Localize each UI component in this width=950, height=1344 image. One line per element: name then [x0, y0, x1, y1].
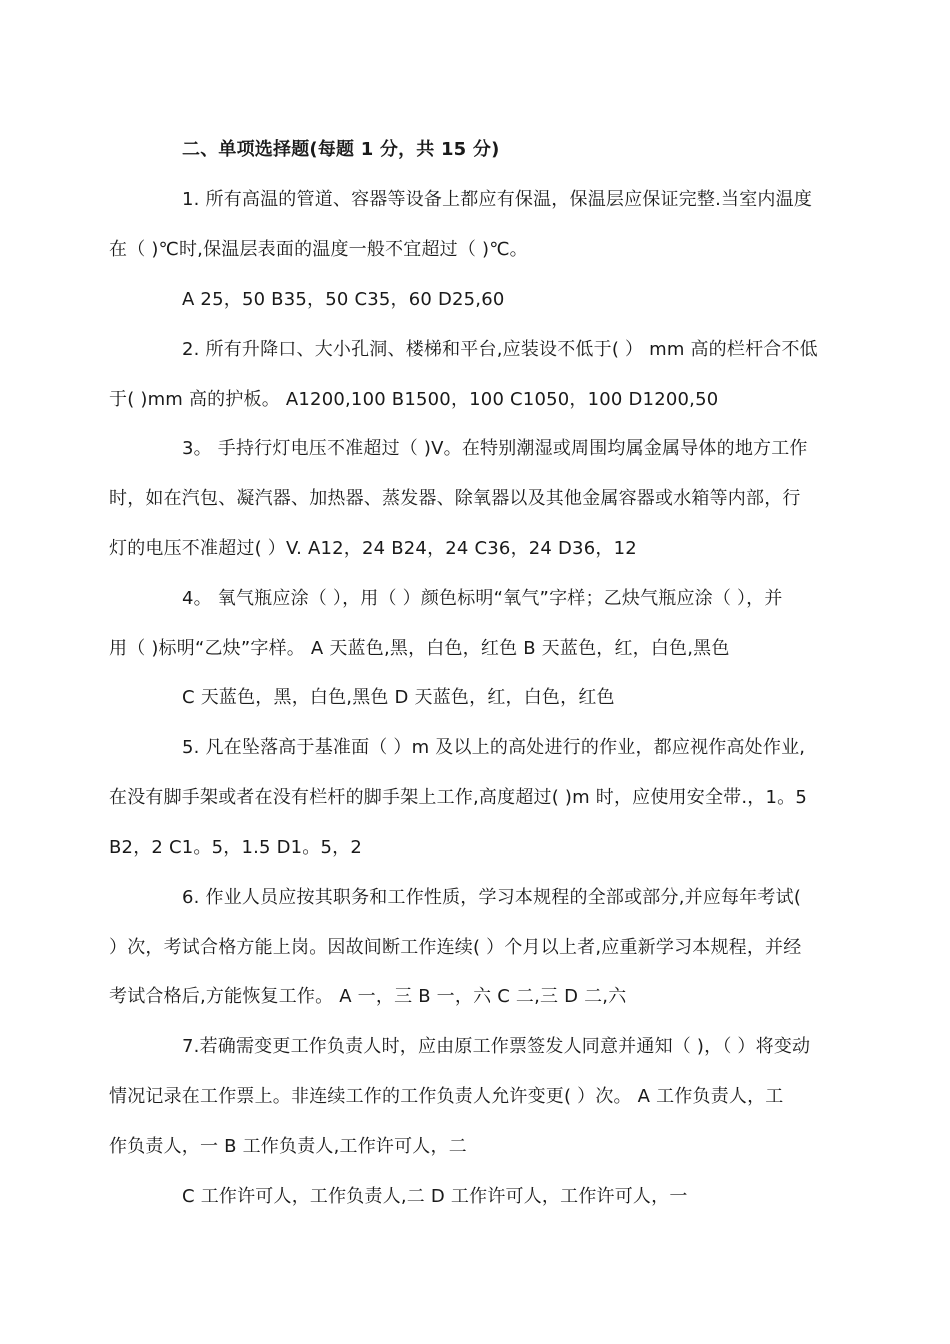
question-4-line-1: 4。 氧气瓶应涂（ ），用（ ）颜色标明“氧气”字样；乙炔气瓶应涂（ ），并 [182, 588, 783, 609]
question-7-line-4: C 工作许可人，工作负责人,二 D 工作许可人，工作许可人，一 [182, 1186, 688, 1207]
section-title: 二、单项选择题(每题 1 分，共 15 分) [182, 139, 500, 160]
question-5-line-3: B2，2 C1。5，1.5 D1。5，2 [109, 837, 363, 858]
question-4-line-2: 用（ )标明“乙炔”字样。 A 天蓝色,黑，白色，红色 B 天蓝色，红，白色,黑色 [109, 638, 730, 659]
question-5-line-1: 5. 凡在坠落高于基准面（ ）m 及以上的高处进行的作业，都应视作高处作业, [182, 737, 806, 758]
question-2-line-1: 2. 所有升降口、大小孔洞、楼梯和平台,应装设不低于( ） mm 高的栏杆合不低 [182, 339, 818, 360]
question-7-line-3: 作负责人，一 B 工作负责人,工作许可人，二 [109, 1136, 467, 1157]
question-2-line-2: 于( )mm 高的护板。 A1200,100 B1500，100 C1050，100 D1200,50 [109, 389, 719, 410]
question-6-line-1: 6. 作业人员应按其职务和工作性质，学习本规程的全部或部分,并应每年考试( [182, 887, 802, 908]
question-6-line-2: ）次，考试合格方能上岗。因故间断工作连续( ）个月以上者,应重新学习本规程，并经 [109, 937, 802, 958]
question-7-line-1: 7.若确需变更工作负责人时，应由原工作票签发人同意并通知（ )，（ ）将变动 [182, 1036, 811, 1057]
question-1-options: A 25，50 B35，50 C35，60 D25,60 [182, 289, 505, 310]
question-3-line-2: 时，如在汽包、凝汽器、加热器、蒸发器、除氧器以及其他金属容器或水箱等内部，行 [109, 488, 801, 509]
question-7-line-2: 情况记录在工作票上。非连续工作的工作负责人允许变更( ）次。 A 工作负责人，工 [109, 1086, 784, 1107]
question-4-line-3: C 天蓝色，黑，白色,黑色 D 天蓝色，红，白色，红色 [182, 687, 615, 708]
question-6-line-3: 考试合格后,方能恢复工作。 A 一，三 B 一，六 C 二,三 D 二,六 [109, 986, 627, 1007]
question-3-line-3: 灯的电压不准超过( ）V. A12，24 B24，24 C36，24 D36，12 [109, 538, 637, 559]
question-3-line-1: 3。 手持行灯电压不准超过（ )V。在特别潮湿或周围均属金属导体的地方工作 [182, 438, 808, 459]
question-1-line-2: 在（ )℃时,保温层表面的温度一般不宜超过（ )℃。 [109, 239, 528, 260]
question-1-line-1: 1. 所有高温的管道、容器等设备上都应有保温，保温层应保证完整.当室内温度 [182, 189, 813, 210]
question-5-line-2: 在没有脚手架或者在没有栏杆的脚手架上工作,高度超过( )m 时，应使用安全带.，1。5 [109, 787, 807, 808]
